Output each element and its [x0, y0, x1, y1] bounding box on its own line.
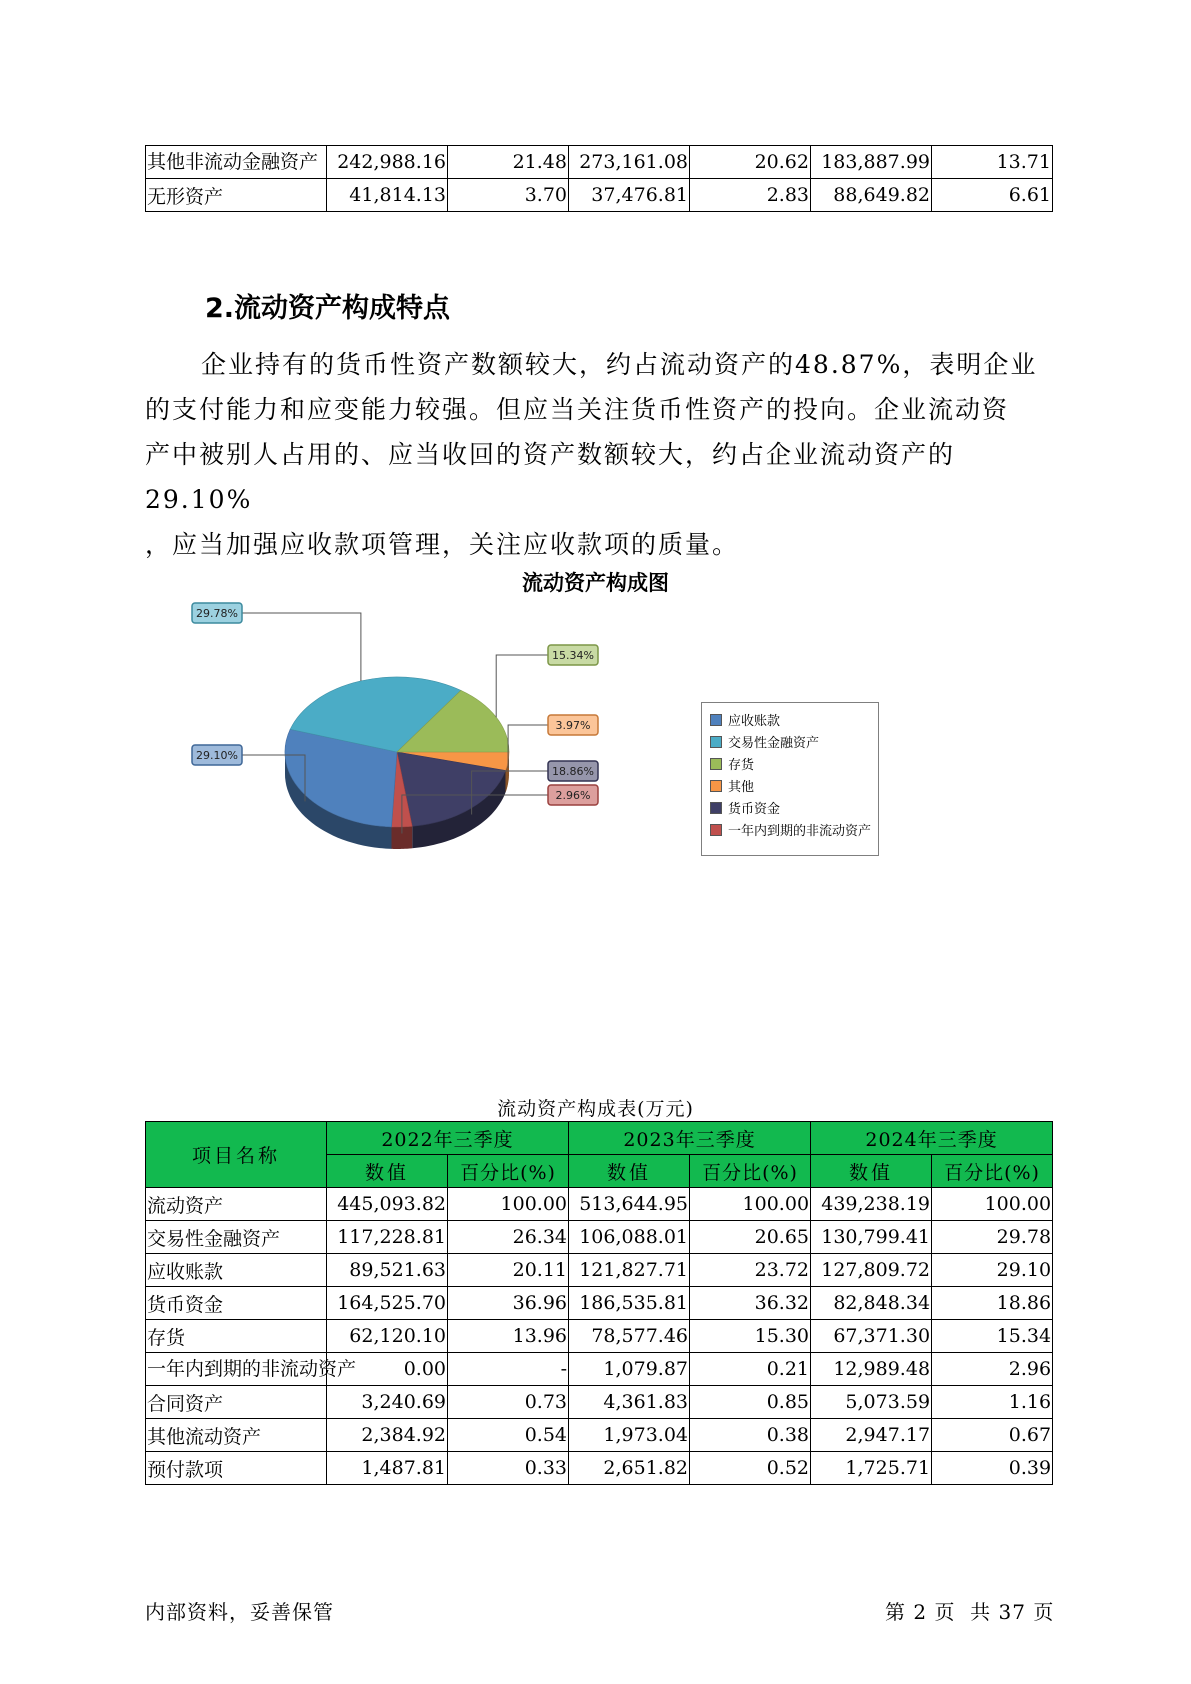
- legend-item: [710, 801, 780, 819]
- table-row: [146, 1221, 1053, 1254]
- legend-label: 应收账款: [728, 714, 781, 729]
- cell: 0.73: [448, 1386, 569, 1419]
- cell: 2,651.82: [569, 1452, 690, 1485]
- header-value: 数值: [327, 1155, 448, 1188]
- cell: 1,487.81: [327, 1452, 448, 1485]
- footer-note: 内部资料，妥善保管: [145, 1600, 334, 1624]
- cell: 0.85: [690, 1386, 811, 1419]
- cell: 18.86: [932, 1287, 1053, 1320]
- section-heading: 2.流动资产构成特点: [205, 293, 451, 324]
- legend-label: 货币资金: [728, 802, 781, 817]
- cell: 1.16: [932, 1386, 1053, 1419]
- row-label: 无形资产: [146, 179, 327, 212]
- cell: 117,228.81: [327, 1221, 448, 1254]
- cell: 164,525.70: [327, 1287, 448, 1320]
- header-item-name: 项目名称: [146, 1122, 327, 1188]
- leader-line: [496, 655, 548, 717]
- header-pct: 百分比(%): [690, 1155, 811, 1188]
- header-year: 2024年三季度: [811, 1122, 1053, 1155]
- cell: 21.48: [448, 146, 569, 179]
- data-label: 18.86%: [552, 765, 594, 778]
- cell: 0.67: [932, 1419, 1053, 1452]
- cell: 0.52: [690, 1452, 811, 1485]
- cell: 88,649.82: [811, 179, 932, 212]
- row-label: 预付款项: [146, 1452, 327, 1485]
- legend-item: [710, 823, 871, 841]
- cell: 67,371.30: [811, 1320, 932, 1353]
- cell: 20.11: [448, 1254, 569, 1287]
- row-label: 交易性金融资产: [146, 1221, 327, 1254]
- cell: 0.00: [327, 1353, 448, 1386]
- cell: 15.34: [932, 1320, 1053, 1353]
- cell: 130,799.41: [811, 1221, 932, 1254]
- cell: 4,361.83: [569, 1386, 690, 1419]
- paragraph-line: 产中被别人占用的、应当收回的资产数额较大，约占企业流动资产的29.10%: [145, 440, 956, 514]
- cell: 0.21: [690, 1353, 811, 1386]
- cell: 186,535.81: [569, 1287, 690, 1320]
- cell: 5,073.59: [811, 1386, 932, 1419]
- cell: 273,161.08: [569, 146, 690, 179]
- cell: 6.61: [932, 179, 1053, 212]
- cell: 100.00: [690, 1188, 811, 1221]
- leader-line: [242, 613, 361, 681]
- cell: 0.33: [448, 1452, 569, 1485]
- cell: 0.39: [932, 1452, 1053, 1485]
- legend-item: [710, 779, 754, 797]
- legend-label: 交易性金融资产: [728, 736, 820, 751]
- table-row: [146, 1452, 1053, 1485]
- cell: 2.96: [932, 1353, 1053, 1386]
- chart-legend: [701, 702, 879, 856]
- leader-line: [508, 725, 548, 768]
- row-label: 应收账款: [146, 1254, 327, 1287]
- row-label: 一年内到期的非流动资产: [146, 1353, 327, 1386]
- table-row: [146, 1287, 1053, 1320]
- row-label: 货币资金: [146, 1287, 327, 1320]
- cell: 439,238.19: [811, 1188, 932, 1221]
- legend-swatch: [710, 736, 722, 748]
- cell: 37,476.81: [569, 179, 690, 212]
- paragraph-line: ，应当加强应收款项管理，关注应收款项的质量。: [145, 530, 740, 559]
- cell: 29.78: [932, 1221, 1053, 1254]
- row-label: 存货: [146, 1320, 327, 1353]
- pie-chart: [150, 607, 710, 880]
- data-label: 15.34%: [552, 649, 594, 662]
- cell: 15.30: [690, 1320, 811, 1353]
- chart-title: 流动资产构成图: [522, 571, 669, 595]
- table-row: [146, 179, 1053, 212]
- row-label: 合同资产: [146, 1386, 327, 1419]
- table-row: [146, 146, 1053, 179]
- cell: 3.70: [448, 179, 569, 212]
- cell: 29.10: [932, 1254, 1053, 1287]
- cell: 62,120.10: [327, 1320, 448, 1353]
- paragraph-line: 企业持有的货币性资产数额较大，约占流动资产的48.87%，表明企业: [201, 350, 1038, 379]
- cell: -: [448, 1353, 569, 1386]
- header-pct: 百分比(%): [448, 1155, 569, 1188]
- legend-label: 其他: [728, 780, 755, 795]
- legend-swatch: [710, 802, 722, 814]
- cell: 183,887.99: [811, 146, 932, 179]
- legend-label: 存货: [728, 758, 755, 773]
- legend-swatch: [710, 714, 722, 726]
- cell: 1,079.87: [569, 1353, 690, 1386]
- cell: 2,947.17: [811, 1419, 932, 1452]
- balance-table-continued: [145, 145, 1053, 212]
- cell: 89,521.63: [327, 1254, 448, 1287]
- cell: 82,848.34: [811, 1287, 932, 1320]
- data-label: 2.96%: [555, 789, 591, 802]
- row-label: 其他流动资产: [146, 1419, 327, 1452]
- cell: 121,827.71: [569, 1254, 690, 1287]
- cell: 3,240.69: [327, 1386, 448, 1419]
- cell: 2,384.92: [327, 1419, 448, 1452]
- cell: 36.96: [448, 1287, 569, 1320]
- current-assets-table: [145, 1121, 1053, 1485]
- table-row: [146, 1320, 1053, 1353]
- legend-swatch: [710, 758, 722, 770]
- header-year: 2022年三季度: [327, 1122, 569, 1155]
- header-value: 数值: [811, 1155, 932, 1188]
- cell: 23.72: [690, 1254, 811, 1287]
- legend-item: [710, 757, 754, 775]
- table-caption: 流动资产构成表(万元): [497, 1098, 694, 1120]
- cell: 20.65: [690, 1221, 811, 1254]
- page-number: 第 2 页 共 37 页: [885, 1600, 1055, 1624]
- table-row: [146, 1353, 1053, 1386]
- cell: 12,989.48: [811, 1353, 932, 1386]
- table-row: [146, 1419, 1053, 1452]
- legend-label: 一年内到期的非流动资产: [728, 824, 872, 839]
- cell: 0.54: [448, 1419, 569, 1452]
- legend-swatch: [710, 780, 722, 792]
- header-value: 数值: [569, 1155, 690, 1188]
- cell: 36.32: [690, 1287, 811, 1320]
- row-label: 流动资产: [146, 1188, 327, 1221]
- cell: 13.96: [448, 1320, 569, 1353]
- data-label: 29.10%: [196, 749, 238, 762]
- data-label: 29.78%: [196, 607, 238, 620]
- cell: 106,088.01: [569, 1221, 690, 1254]
- table-header-row: [146, 1122, 1053, 1155]
- cell: 127,809.72: [811, 1254, 932, 1287]
- cell: 2.83: [690, 179, 811, 212]
- cell: 26.34: [448, 1221, 569, 1254]
- cell: 13.71: [932, 146, 1053, 179]
- row-label: 其他非流动金融资产: [146, 146, 327, 179]
- legend-swatch: [710, 824, 722, 836]
- header-pct: 百分比(%): [932, 1155, 1053, 1188]
- cell: 513,644.95: [569, 1188, 690, 1221]
- table-row: [146, 1188, 1053, 1221]
- header-year: 2023年三季度: [569, 1122, 811, 1155]
- table-row: [146, 1254, 1053, 1287]
- cell: 41,814.13: [327, 179, 448, 212]
- cell: 0.38: [690, 1419, 811, 1452]
- cell: 20.62: [690, 146, 811, 179]
- legend-item: [710, 735, 819, 753]
- cell: 445,093.82: [327, 1188, 448, 1221]
- paragraph-line: 的支付能力和应变能力较强。但应当关注货币性资产的投向。企业流动资: [145, 395, 1010, 424]
- cell: 1,973.04: [569, 1419, 690, 1452]
- analysis-paragraph: [145, 342, 1060, 567]
- cell: 100.00: [932, 1188, 1053, 1221]
- data-label: 3.97%: [555, 719, 591, 732]
- legend-item: [710, 713, 780, 731]
- cell: 78,577.46: [569, 1320, 690, 1353]
- table-row: [146, 1386, 1053, 1419]
- cell: 242,988.16: [327, 146, 448, 179]
- cell: 1,725.71: [811, 1452, 932, 1485]
- cell: 100.00: [448, 1188, 569, 1221]
